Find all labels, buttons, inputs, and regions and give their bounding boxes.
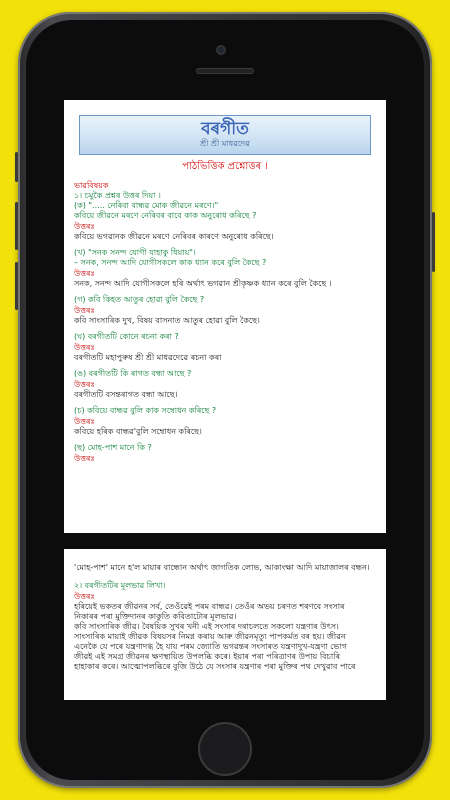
answer-label: উত্তৰঃ [74,269,95,278]
answer-line: হাহাকাৰ কৰে। আত্মোপলব্ধিৰে বুজি উঠে যে সংসাৰ যন্ত্ৰণাৰ পৰা মুক্তিৰ পথ দেখুৱাব পাৰে [74,662,356,671]
intro-line: ১। চমুকৈ প্ৰশ্নৰ উত্তৰ দিয়া । [74,191,161,200]
mute-switch [15,152,18,182]
screen[interactable] [64,100,386,700]
answer-line: জীৱই এই সমগ্ৰ জীৱনৰ ক্ষণস্থায়িত উপলব্ধি কৰে। ইয়াৰ পৰা পৰিত্ৰাণৰ উপায় বিচাৰি [74,652,340,661]
answer-text: সনক, সনন্দ আদি যোগীসকলে হৰি অৰ্থাৎ ভগৱান শ্ৰীকৃষ্ণক ধ্যান কৰে বুলি কৈছে । [74,279,332,288]
power-button [432,212,435,272]
answer-label: উত্তৰঃ [74,592,95,601]
speaker-grille [196,68,254,74]
answer-text: কবিয়ে ভগৱানক জীৱনে মৰণে নেৰিবৰ কাৰণে অনুৰোধ কৰিছে। [74,232,274,241]
answer-text: 'মোহ-পাশ' মানে হ'ল মায়াৰ বান্ধোন অৰ্থাৎ জাগতিক লোভ, আকাংক্ষা আদি মায়াজালৰ বন্ধন। [74,563,370,572]
question-text: (ক) "..... নেৰিবা বান্ধৱ মোক জীৱনে মৰণে।" [74,201,219,210]
answer-text: কবি সাংসাৰিক দুখ, বিষয় বাসনাত আতুৰ হোৱা বুলি কৈছে। [74,316,260,325]
answer-line: হৰিয়েই ভকতৰ জীৱনৰ সৰ্ব, তেওঁৱেই পৰম বান্ধৱ। তেওঁৰ অভয় চৰণত শৰণবে সংসাৰ [74,602,345,611]
document-page-2 [64,549,386,700]
answer-line: সাংসাৰিক মায়াই জীৱক বিষয়সৰ নিমগ্ন কৰায় আৰু জীৱনমৃত্যু পাপকৰ্মত বৰ হয়। জীৱন [74,632,346,641]
qa-item [74,248,376,289]
question-text: (চ) কবিয়ে বান্ধৱ বুলি কাক সম্বোধন কৰিছে ? [74,406,217,415]
answer-label: উত্তৰঃ [74,454,95,463]
question-text: (ছ) মোহ-পাশ মানে কি ? [74,443,152,452]
phone-frame [18,12,432,788]
answer-line: কবি সাংসাৰিক জীৱ। বৈষয়িক সুখৰ খনী এই সংসাৰ দৰাচলতে সকলো যন্ত্ৰণাৰ উৎস। [74,622,339,631]
qa-item [74,369,376,400]
volume-up-button [15,202,18,250]
document-page-1 [64,100,386,533]
title-banner [79,115,371,155]
answer-line: এনেকৈ যে পৰে যন্ত্ৰণাদগ্ধ হৈ যায় পৰম জ্যোতি ভগৱন্তৰ সংসাৰত যন্ত্ৰণাদুখ-যন্ত্ৰণা ভোগ [74,642,347,651]
answer-line: নিকাৰৰ পৰা মুক্তিদানৰ কাকুতি কবিতাটোৰ মূলভাৱ। [74,612,237,621]
answer-label: উত্তৰঃ [74,343,95,352]
question-text: (ঘ) বৰগীতটি কোনে ৰচনা কৰা ? [74,332,179,341]
answer-text: কবিয়ে হৰিক বান্ধৱ'বুলি সম্বোধন কৰিছে। [74,427,202,436]
answer-text: বৰগীতটি মহাপুৰুষ শ্ৰী শ্ৰী মাধৱদেৱে ৰচনা কৰা [74,353,222,362]
question-text: (খ) "সনক সনন্দ যোগী যাহাকু ধিয়ায়"। [74,248,196,257]
answer-text: বৰগীতটি বসন্তৰাগত বন্ধা আছে। [74,390,178,399]
section-heading: পাঠভিত্তিক প্ৰশ্নোত্তৰ । [182,161,268,172]
home-button[interactable] [198,722,252,776]
qa-item [74,406,376,437]
answer-label: উত্তৰঃ [74,417,95,426]
page-separator [64,533,386,549]
question-text: কবিয়ে জীৱনে মৰণে নেৰিবৰ বাবে কাক অনুৰোধ কৰিছে ? [74,211,257,220]
question-text: (গ) কবি কিহত আতুৰ হোৱা বুলি কৈছে ? [74,295,205,304]
qa-item [74,443,376,464]
qa-item [74,201,376,242]
qa-item [74,332,376,363]
answer-label: উত্তৰঃ [74,380,95,389]
question-text: – সনক, সনন্দ আদি যোগীসকলে কাক ধ্যান কৰে বুলি কৈছে ? [74,258,267,267]
volume-down-button [15,262,18,310]
question-text: (ঙ) বৰগীতটি কি ৰাগত বন্ধা আছে ? [74,369,192,378]
answer-label: উত্তৰঃ [74,306,95,315]
author-name: শ্ৰী শ্ৰী মাধৱদেৱ [200,139,250,148]
answer-label: উত্তৰঃ [74,222,95,231]
front-camera-icon [216,45,226,55]
question-text: ২। বৰগীতটিৰ মূলভাৱ লিখা। [74,581,166,590]
page-title: বৰগীত [201,119,249,139]
qa-item [74,295,376,326]
section-label: ভাৱবিষয়ক [74,181,109,190]
